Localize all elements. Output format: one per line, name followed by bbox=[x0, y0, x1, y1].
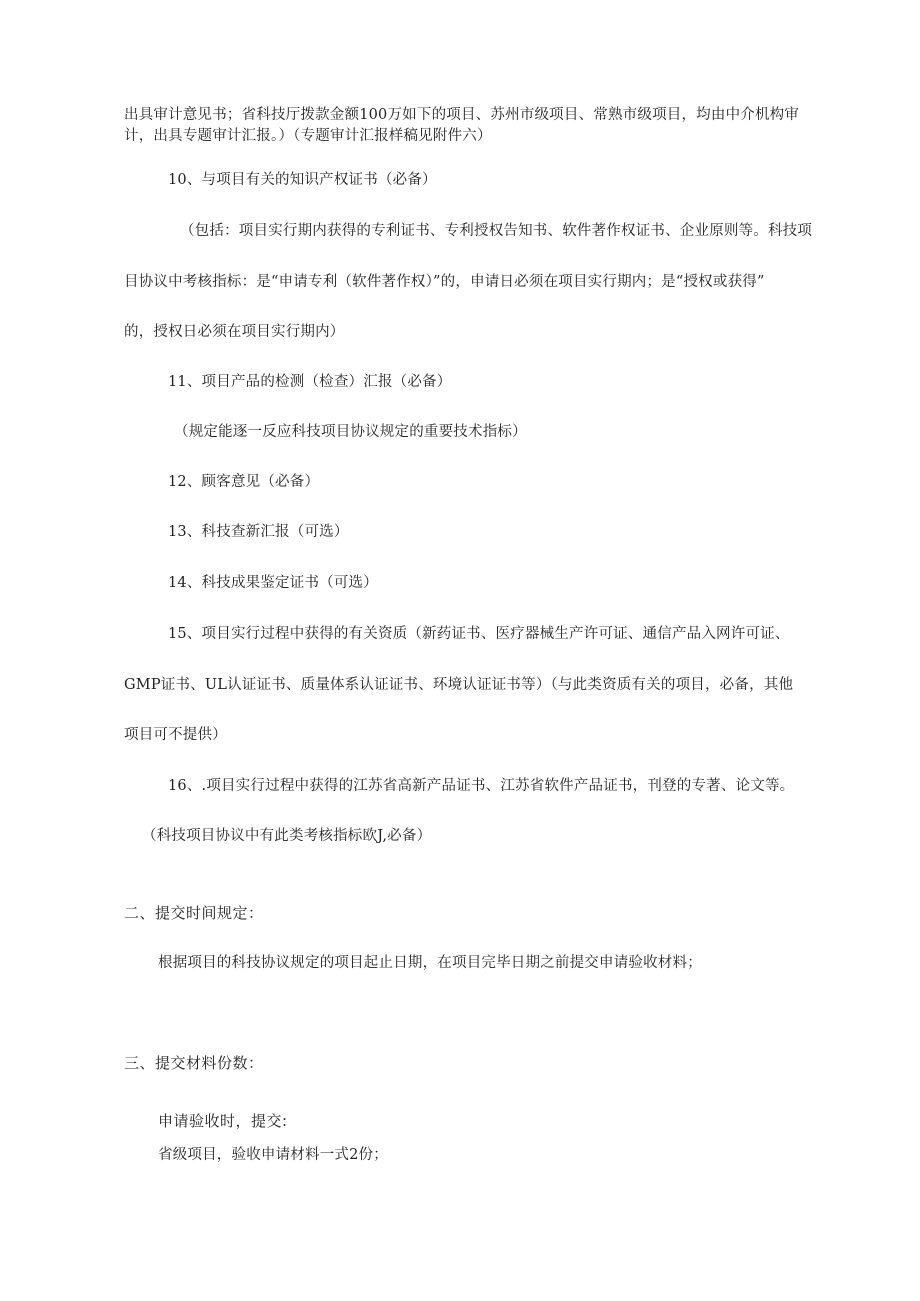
item-16-title: 16、.项目实行过程中获得的江苏省高新产品证书、江苏省软件产品证书，刊登的专著、论文等。 bbox=[168, 778, 795, 794]
item-10-note-line-2: 目协议中考核指标：是“申请专利（软件著作权）”的，申请日必须在项目实行期内；是“授权或获得” bbox=[124, 274, 765, 290]
section-3-heading: 三、提交材料份数： bbox=[124, 1054, 264, 1072]
intro-line-2: 计，出具专题审计汇报。）（专题审计汇报样稿见附件六） bbox=[124, 128, 492, 144]
section-2-heading: 二、提交时间规定： bbox=[124, 904, 264, 922]
item-11-title: 11、项目产品的检测（检查）汇报（必备） bbox=[168, 374, 452, 390]
item-15-line-3: 项目可不提供） bbox=[124, 727, 227, 743]
section-3-body: 省级项目，验收申请材料一式2份； bbox=[158, 1147, 388, 1163]
item-13-title: 13、科技查新汇报（可选） bbox=[168, 524, 349, 540]
section-2-body: 根据项目的科技协议规定的项目起止日期，在项目完毕日期之前提交申请验收材料； bbox=[158, 955, 702, 971]
item-10-note-line-1: （包括：项目实行期内获得的专利证书、专利授权告知书、软件著作权证书、企业原则等。科技项 bbox=[180, 223, 813, 239]
intro-line-1: 出具审计意见书；省科技厅拨款金额100万如下的项目、苏州市级项目、常熟市级项目，均由中介机构审 bbox=[124, 107, 800, 123]
item-15-title: 15、项目实行过程中获得的有关资质（新药证书、医疗器械生产许可证、通信产品入网许可证、 bbox=[168, 626, 790, 642]
item-10-note-line-3: 的，授权日必须在项目实行期内） bbox=[124, 324, 345, 340]
item-12-title: 12、顾客意见（必备） bbox=[168, 474, 320, 490]
item-16-note: （科技项目协议中有此类考核指标欧J,必备） bbox=[142, 828, 432, 844]
item-15-line-2: GMP证书、UL认证证书、质量体系认证证书、环境认证证书等）（与此类资质有关的项目，必备，其他 bbox=[124, 677, 794, 693]
item-14-title: 14、科技成果鉴定证书（可选） bbox=[168, 575, 378, 591]
item-11-note: （规定能逐一反应科技项目协议规定的重要技术指标） bbox=[174, 424, 527, 440]
item-10-title: 10、与项目有关的知识产权证书（必备） bbox=[168, 172, 437, 188]
section-3-subheading: 申请验收时，提交: bbox=[158, 1112, 288, 1130]
